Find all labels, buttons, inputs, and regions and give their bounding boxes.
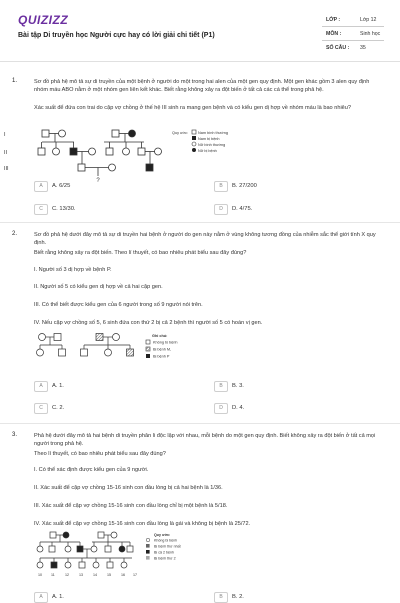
- pedigree-legend: [146, 533, 181, 561]
- legend-item: Không bị bệnh: [153, 340, 178, 345]
- meta-subject-value: Sinh học: [360, 31, 381, 37]
- generation-label: III: [4, 166, 9, 172]
- individual-number: 17: [133, 573, 137, 577]
- option-d[interactable]: D. 4.: [232, 405, 245, 411]
- option-c[interactable]: C. 13/30.: [52, 206, 76, 212]
- option-b[interactable]: B. 3.: [232, 383, 244, 389]
- option-b[interactable]: B. 2.: [232, 594, 244, 600]
- female-symbol: [123, 148, 130, 155]
- pedigree-diagram-2: [34, 331, 264, 371]
- pedigree-legend: [172, 130, 228, 153]
- legend-item: Nam bình thường: [198, 131, 228, 135]
- legend-item: Bị bệnh P: [153, 354, 170, 359]
- female-symbol: [155, 148, 162, 155]
- male-symbol: [81, 349, 88, 356]
- legend-item: Bị bệnh thứ nhất: [154, 544, 181, 549]
- legend-title: Ghi chú:: [152, 334, 168, 338]
- male-symbol: [50, 532, 56, 538]
- page-title: Bài tập Di truyền học Người cực hay có lời giải chi tiết (P1): [18, 32, 215, 39]
- option-a-marker[interactable]: A: [34, 181, 48, 192]
- female-symbol: [105, 349, 112, 356]
- male-symbol: [138, 148, 145, 155]
- pedigree-legend: [146, 334, 178, 359]
- meta-count-label: SỐ CÂU :: [326, 45, 350, 51]
- question-number: 1.: [12, 78, 18, 84]
- affected-male-symbol: [51, 562, 57, 568]
- question-text: Sơ đồ phả hệ dưới đây mô tả sự di truyền hai bệnh ở người do gen này nằm ở vùng không tương đồng của nhiễm sắc thể giới tính X quy định.: [34, 232, 376, 246]
- question-text-2: Theo lí thuyết, có bao nhiêu phát biểu sau đây đúng?: [34, 451, 166, 457]
- option-c[interactable]: C. 2.: [52, 405, 65, 411]
- female-symbol: [65, 562, 71, 568]
- male-symbol: [54, 334, 61, 341]
- statement-4: IV. Nếu cặp vợ chồng số 5, 6 sinh đứa con thứ 2 bị cả 2 bệnh thì người số 5 có hoán vị gen.: [34, 320, 263, 326]
- male-symbol: [112, 130, 119, 137]
- question-text: Sơ đồ phả hệ mô tả sự di truyền của một bệnh ở người do một trong hai alen của một gen quy định. Một gen khác gồm 3 alen quy định nhóm máu ABO nằm ở một nhóm gen liên kết khác. Biết rằng không xảy ra đột biến ở tất cả các cá thể trong phả hệ.: [34, 79, 370, 93]
- male-symbol: [59, 349, 66, 356]
- brand-logo: QUIZIZZ: [18, 13, 69, 27]
- legend-item: Bị bệnh thứ 2: [154, 556, 176, 561]
- option-d[interactable]: D. 4/75.: [232, 206, 253, 212]
- female-symbol: [65, 546, 71, 552]
- option-c-marker[interactable]: C: [34, 403, 48, 414]
- affected-male-symbol: [96, 334, 103, 341]
- question-divider: [0, 423, 400, 424]
- question-text-2: Xác suất để đứa con trai do cặp vợ chồng ở thế hệ III sinh ra mang gen bệnh và có kiểu gen dị hợp về nhóm máu là bao nhiêu?: [34, 105, 352, 111]
- affected-male-symbol: [127, 349, 134, 356]
- statement-2: II. Xác suất để cặp vợ chồng 15-16 sinh con đầu lòng bị cả hai bệnh là 1/36.: [34, 485, 223, 491]
- individual-number: 15: [107, 573, 111, 577]
- question-text-2: Biết rằng không xảy ra đột biến. Theo lí thuyết, có bao nhiêu phát biểu sau đây đúng?: [34, 250, 247, 256]
- male-symbol: [79, 562, 85, 568]
- individual-number: 14: [93, 573, 97, 577]
- option-a[interactable]: A. 1.: [52, 594, 64, 600]
- individual-number: 10: [38, 573, 42, 577]
- female-symbol: [111, 532, 117, 538]
- legend-item: Nam bị bệnh: [198, 137, 220, 141]
- meta-class-value: Lớp 12: [360, 17, 377, 23]
- option-b-marker[interactable]: B: [214, 592, 228, 603]
- legend-item: Không bị bệnh: [154, 538, 178, 543]
- meta-divider: [322, 26, 384, 27]
- meta-subject-label: MÔN :: [326, 31, 342, 37]
- female-symbol: [37, 546, 43, 552]
- document-header: [0, 0, 400, 62]
- male-symbol: [42, 130, 49, 137]
- pedigree-diagram-3: [34, 530, 264, 580]
- legend-item: Bị cả 2 bệnh: [154, 550, 174, 555]
- statement-3: III. Xác suất để cặp vợ chồng 15-16 sinh con đầu lòng chỉ bị một bệnh là 5/18.: [34, 503, 228, 509]
- individual-number: 12: [65, 573, 69, 577]
- generation-label: II: [4, 150, 8, 156]
- male-symbol: [106, 148, 113, 155]
- female-symbol: [37, 349, 44, 356]
- question-number: 2.: [12, 231, 18, 237]
- option-b[interactable]: B. 27/200: [232, 183, 257, 189]
- male-symbol: [49, 546, 55, 552]
- male-symbol: [127, 546, 133, 552]
- option-b-marker[interactable]: B: [214, 181, 228, 192]
- statement-1: I. Người số 3 dị hợp về bệnh P.: [34, 267, 112, 273]
- male-symbol: [38, 148, 45, 155]
- individual-number: 13: [79, 573, 83, 577]
- female-symbol: [109, 164, 116, 171]
- individual-numbers: [38, 573, 137, 577]
- meta-class-label: LỚP :: [326, 17, 341, 23]
- affected-female-symbol: [129, 130, 136, 137]
- pedigree-diagram-1: [4, 126, 294, 188]
- legend-title: Quy ước:: [154, 533, 171, 537]
- male-symbol: [107, 562, 113, 568]
- option-a[interactable]: A. 6/25: [52, 183, 71, 189]
- male-symbol: [98, 532, 104, 538]
- legend-item: Nữ bình thường: [198, 143, 226, 147]
- female-symbol: [53, 148, 60, 155]
- male-symbol: [105, 546, 111, 552]
- affected-male-symbol: [146, 164, 153, 171]
- question-number: 3.: [12, 432, 18, 438]
- female-symbol: [91, 546, 97, 552]
- legend-title: Quy ước:: [172, 131, 189, 135]
- individual-number: 11: [51, 573, 55, 577]
- female-symbol: [93, 562, 99, 568]
- option-a-marker[interactable]: A: [34, 381, 48, 392]
- female-symbol: [89, 148, 96, 155]
- question-text: Phả hệ dưới đây mô tả hai bệnh di truyền phân li độc lập với nhau, mỗi bệnh do một gen quy định. Biết không xảy ra đột biến ở tất cả mọi người trong phả hệ.: [34, 433, 376, 447]
- statement-4: IV. Xác suất để cặp vợ chồng 15-16 sinh con đầu lòng là gái và không bị bệnh là 25/72.: [34, 521, 251, 527]
- affected-female-symbol: [63, 532, 69, 538]
- question-divider: [0, 222, 400, 223]
- female-symbol: [39, 334, 46, 341]
- option-a[interactable]: A. 1.: [52, 383, 64, 389]
- legend-item: Nữ bị bệnh: [198, 149, 217, 153]
- affected-male-symbol: [77, 546, 83, 552]
- female-symbol: [113, 334, 120, 341]
- meta-count-value: 35: [360, 45, 366, 51]
- option-b-marker[interactable]: B: [214, 381, 228, 392]
- statement-1: I. Có thể xác định được kiểu gen của 9 người.: [34, 467, 149, 473]
- generation-label: I: [4, 132, 6, 138]
- statement-3: III. Có thể biết được kiểu gen của 6 người trong số 9 người nói trên.: [34, 302, 203, 308]
- legend-item: Bị bệnh M,: [153, 347, 172, 352]
- female-symbol: [59, 130, 66, 137]
- svg-text:?: ?: [96, 178, 100, 184]
- statement-2: II. Người số 5 có kiểu gen dị hợp về cả hai cặp gen.: [34, 284, 163, 290]
- option-a-marker[interactable]: A: [34, 592, 48, 603]
- generation-labels: [4, 132, 9, 172]
- female-symbol: [121, 562, 127, 568]
- female-symbol: [37, 562, 43, 568]
- affected-female-symbol: [119, 546, 125, 552]
- option-c-marker[interactable]: C: [34, 204, 48, 215]
- male-symbol: [78, 164, 85, 171]
- affected-male-symbol: [70, 148, 77, 155]
- option-d-marker[interactable]: D: [214, 403, 228, 414]
- meta-divider: [322, 40, 384, 41]
- individual-number: 16: [121, 573, 125, 577]
- option-d-marker[interactable]: D: [214, 204, 228, 215]
